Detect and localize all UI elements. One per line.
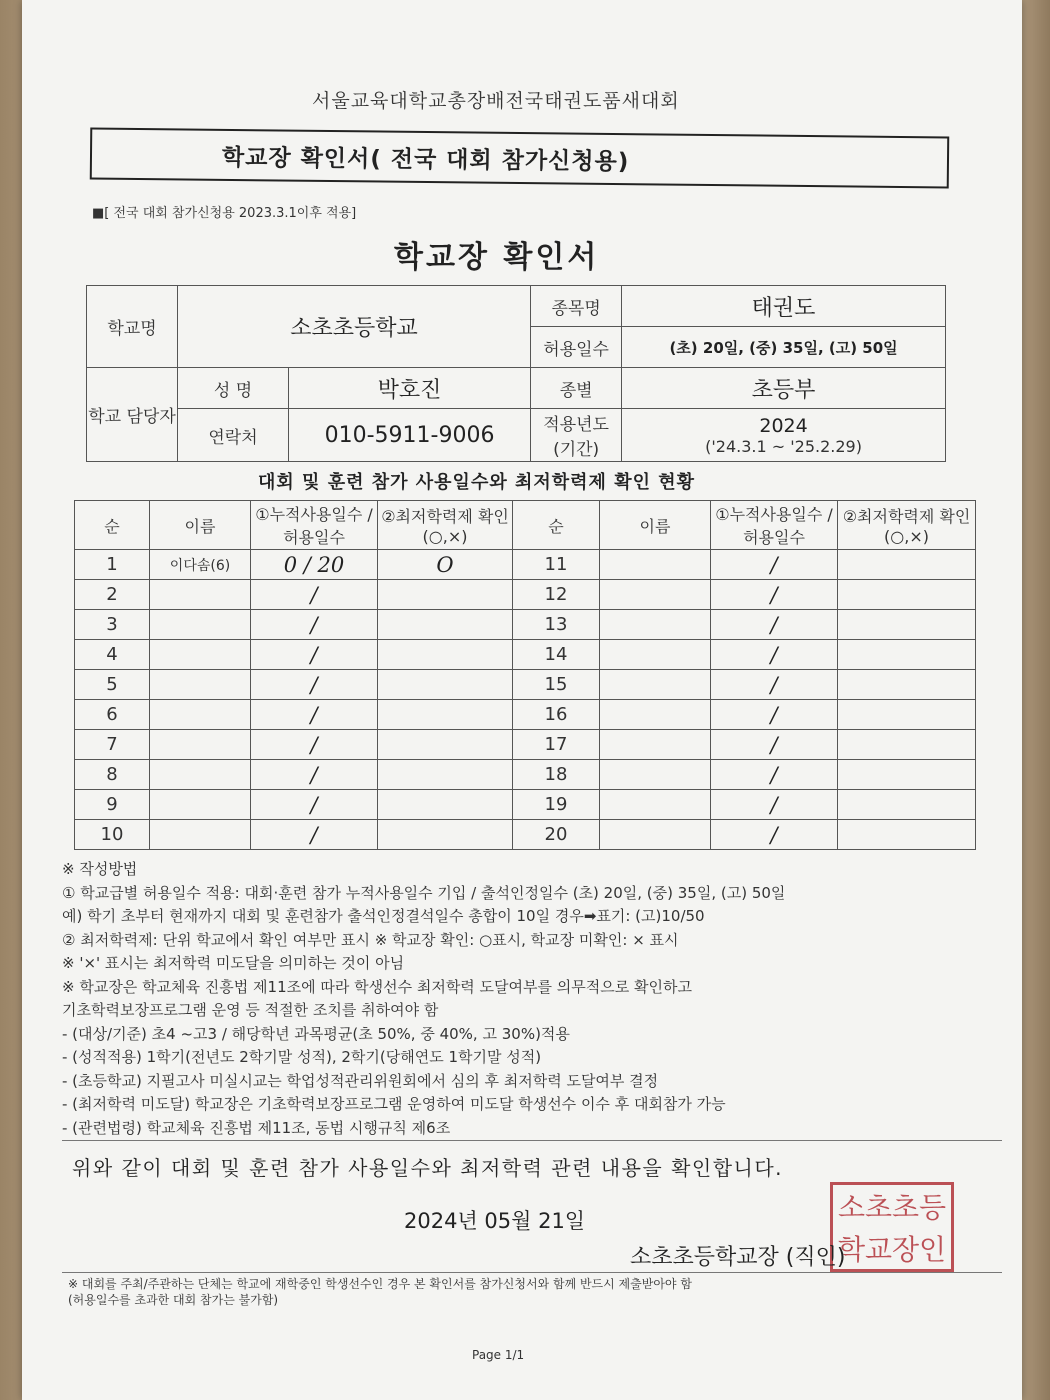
seal-glyph: 인 — [919, 1233, 949, 1266]
academic-check — [838, 580, 976, 610]
student-name — [150, 820, 251, 850]
instructions — [62, 858, 1002, 1140]
form-title-box — [90, 128, 949, 189]
row-number: 12 — [513, 580, 600, 610]
academic-check — [838, 610, 976, 640]
days-used: / — [711, 730, 838, 760]
row-number: 16 — [513, 700, 600, 730]
academic-check — [378, 670, 513, 700]
sport-value: 태권도 — [622, 286, 946, 327]
student-name — [150, 670, 251, 700]
note-line: ※ 작성방법 — [62, 860, 138, 878]
academic-check — [378, 640, 513, 670]
document-page — [22, 0, 1022, 1400]
academic-check — [378, 730, 513, 760]
header-name: 이름 — [150, 501, 251, 550]
academic-check — [378, 580, 513, 610]
row-number: 13 — [513, 610, 600, 640]
academic-check — [838, 550, 976, 580]
name-label: 성 명 — [178, 368, 289, 409]
row-number: 1 — [75, 550, 150, 580]
note-line: 기초학력보장프로그램 운영 등 적절한 조치를 취하여야 함 — [62, 1001, 439, 1019]
student-name — [600, 610, 711, 640]
year-label: 적용년도 (기간) — [531, 409, 622, 462]
staff-label: 학교 담당자 — [87, 368, 178, 462]
header-name: 이름 — [600, 501, 711, 550]
info-table — [86, 285, 946, 462]
table-row — [75, 820, 976, 850]
year-value: 2024 — [759, 414, 808, 437]
doc-title: 학교장 확인서 — [394, 240, 600, 275]
student-name: 이다솜(6) — [150, 550, 251, 580]
school-value: 소초초등학교 — [178, 286, 531, 368]
row-number: 2 — [75, 580, 150, 610]
header-academic: ②최저학력제 확인(○,×) — [838, 501, 976, 550]
table-row — [75, 730, 976, 760]
note-line: ② 최저학력제: 단위 학교에서 확인 여부만 표시 ※ 학교장 확인: ○표시, 학교장 미확인: × 표시 — [62, 930, 679, 949]
student-name — [150, 790, 251, 820]
school-label: 학교명 — [87, 286, 178, 368]
footnote — [68, 1276, 998, 1308]
academic-check — [838, 820, 976, 850]
applicability-note: ■[ 전국 대회 참가신청용 2023.3.1이후 적용] — [92, 206, 357, 221]
note-line: 예) 학기 초부터 현재까지 대회 및 훈련참가 출석인정결석일수 총합이 10일 경우➡표기: (고)10/50 — [62, 907, 705, 925]
page-number: Page 1/1 — [472, 1348, 525, 1362]
student-name — [600, 550, 711, 580]
days-used: / — [251, 610, 378, 640]
seal-glyph: 학 — [838, 1233, 868, 1266]
student-name — [150, 580, 251, 610]
row-number: 17 — [513, 730, 600, 760]
days-used: / — [251, 640, 378, 670]
student-name — [150, 640, 251, 670]
academic-check — [378, 820, 513, 850]
allowed-days-value: (초) 20일, (중) 35일, (고) 50일 — [622, 327, 946, 368]
table-row — [75, 760, 976, 790]
student-name — [600, 820, 711, 850]
note-line: - (성적적용) 1학기(전년도 2학기말 성적), 2학기(당해연도 1학기말 성적) — [62, 1048, 542, 1066]
academic-check — [838, 790, 976, 820]
divider — [62, 1272, 1002, 1273]
academic-check — [378, 790, 513, 820]
seal-glyph: 장 — [892, 1233, 922, 1266]
academic-check — [838, 730, 976, 760]
seal-glyph: 초 — [892, 1191, 922, 1224]
student-name — [600, 700, 711, 730]
participation-table — [74, 500, 976, 850]
student-name — [600, 790, 711, 820]
table-row — [75, 550, 976, 580]
seal-glyph: 등 — [919, 1191, 949, 1224]
category-label: 종별 — [531, 368, 622, 409]
row-number: 11 — [513, 550, 600, 580]
seal-glyph: 초 — [865, 1191, 895, 1224]
days-used: / — [251, 760, 378, 790]
academic-check — [378, 610, 513, 640]
header-days: ①누적사용일수 /허용일수 — [251, 501, 378, 550]
days-used: / — [251, 580, 378, 610]
seal-glyph: 교 — [865, 1233, 895, 1266]
note-line: ※ '×' 표시는 최저학력 미도달을 의미하는 것이 아님 — [62, 954, 405, 972]
student-name — [150, 760, 251, 790]
academic-check — [838, 760, 976, 790]
student-name — [150, 610, 251, 640]
note-line: ※ 학교장은 학교체육 진흥법 제11조에 따라 학생선수 최저학력 도달여부를 의무적으로 확인하고 — [62, 977, 692, 996]
period-value: ('24.3.1 ~ '25.2.29) — [705, 436, 862, 456]
row-number: 19 — [513, 790, 600, 820]
confirm-statement: 위와 같이 대회 및 훈련 참가 사용일수와 최저학력 관련 내용을 확인합니다. — [72, 1156, 784, 1180]
divider — [62, 1140, 1002, 1141]
table-row — [75, 790, 976, 820]
student-name — [600, 580, 711, 610]
academic-check — [838, 700, 976, 730]
row-number: 15 — [513, 670, 600, 700]
form-title: 학교장 확인서( 전국 대회 참가신청용) — [221, 144, 630, 176]
footnote-line: (허용일수를 초과한 대회 참가는 불가함) — [68, 1293, 279, 1307]
row-number: 18 — [513, 760, 600, 790]
academic-check: O — [378, 550, 513, 580]
days-used: / — [711, 820, 838, 850]
table-row — [75, 580, 976, 610]
year-cell — [622, 409, 946, 462]
days-used: / — [251, 700, 378, 730]
days-used: / — [711, 700, 838, 730]
days-used: 0 / 20 — [251, 550, 378, 580]
row-number: 8 — [75, 760, 150, 790]
table-row — [75, 610, 976, 640]
days-used: / — [711, 550, 838, 580]
contact-label: 연락처 — [178, 409, 289, 462]
academic-check — [838, 670, 976, 700]
days-used: / — [711, 790, 838, 820]
header-no: 순 — [75, 501, 150, 550]
seal-glyph: 소 — [838, 1191, 868, 1224]
issue-date: 2024년 05월 21일 — [404, 1209, 586, 1233]
table-row — [75, 670, 976, 700]
student-name — [150, 730, 251, 760]
official-seal — [830, 1182, 954, 1272]
row-number: 7 — [75, 730, 150, 760]
row-number: 3 — [75, 610, 150, 640]
note-line: ① 학교급별 허용일수 적용: 대회·훈련 참가 누적사용일수 기입 / 출석인정일수 (초) 20일, (중) 35일, (고) 50일 — [62, 883, 786, 902]
student-name — [600, 730, 711, 760]
days-used: / — [251, 820, 378, 850]
academic-check — [378, 700, 513, 730]
row-number: 9 — [75, 790, 150, 820]
days-used: / — [711, 610, 838, 640]
header-no: 순 — [513, 501, 600, 550]
days-used: / — [711, 580, 838, 610]
header-days: ①누적사용일수 /허용일수 — [711, 501, 838, 550]
table-title: 대회 및 훈련 참가 사용일수와 최저학력제 확인 현황 — [258, 472, 696, 493]
principal-signature: 소초초등학교장 (직인) — [630, 1245, 846, 1270]
academic-check — [378, 760, 513, 790]
row-number: 14 — [513, 640, 600, 670]
days-used: / — [251, 730, 378, 760]
student-name — [150, 700, 251, 730]
footnote-line: ※ 대회를 주최/주관하는 단체는 학교에 재학중인 학생선수인 경우 본 확인서를 참가신청서와 함께 반드시 제출받아야 함 — [68, 1277, 692, 1291]
note-line: - (관련법령) 학교체육 진흥법 제11조, 동법 시행규칙 제6조 — [62, 1118, 451, 1137]
name-value: 박호진 — [289, 368, 531, 409]
contact-value: 010-5911-9006 — [289, 409, 531, 462]
row-number: 4 — [75, 640, 150, 670]
table-row — [75, 640, 976, 670]
row-number: 6 — [75, 700, 150, 730]
student-name — [600, 640, 711, 670]
academic-check — [838, 640, 976, 670]
row-number: 20 — [513, 820, 600, 850]
event-title: 서울교육대학교총장배전국태권도품새대회 — [312, 90, 680, 112]
days-used: / — [251, 670, 378, 700]
allowed-days-label: 허용일수 — [531, 327, 622, 368]
row-number: 10 — [75, 820, 150, 850]
note-line: - (최저학력 미도달) 학교장은 기초학력보장프로그램 운영하여 미도달 학생선수 이수 후 대회참가 가능 — [62, 1095, 726, 1113]
days-used: / — [711, 670, 838, 700]
header-academic: ②최저학력제 확인(○,×) — [378, 501, 513, 550]
note-line: - (대상/기준) 초4 ~고3 / 해당학년 과목평균(초 50%, 중 40%, 고 30%)적용 — [62, 1024, 570, 1043]
days-used: / — [711, 760, 838, 790]
days-used: / — [711, 640, 838, 670]
sport-label: 종목명 — [531, 286, 622, 327]
row-number: 5 — [75, 670, 150, 700]
days-used: / — [251, 790, 378, 820]
table-row — [75, 700, 976, 730]
category-value: 초등부 — [622, 368, 946, 409]
student-name — [600, 760, 711, 790]
note-line: - (초등학교) 지필고사 미실시교는 학업성적관리위원회에서 심의 후 최저학력 도달여부 결정 — [62, 1071, 659, 1090]
student-name — [600, 670, 711, 700]
